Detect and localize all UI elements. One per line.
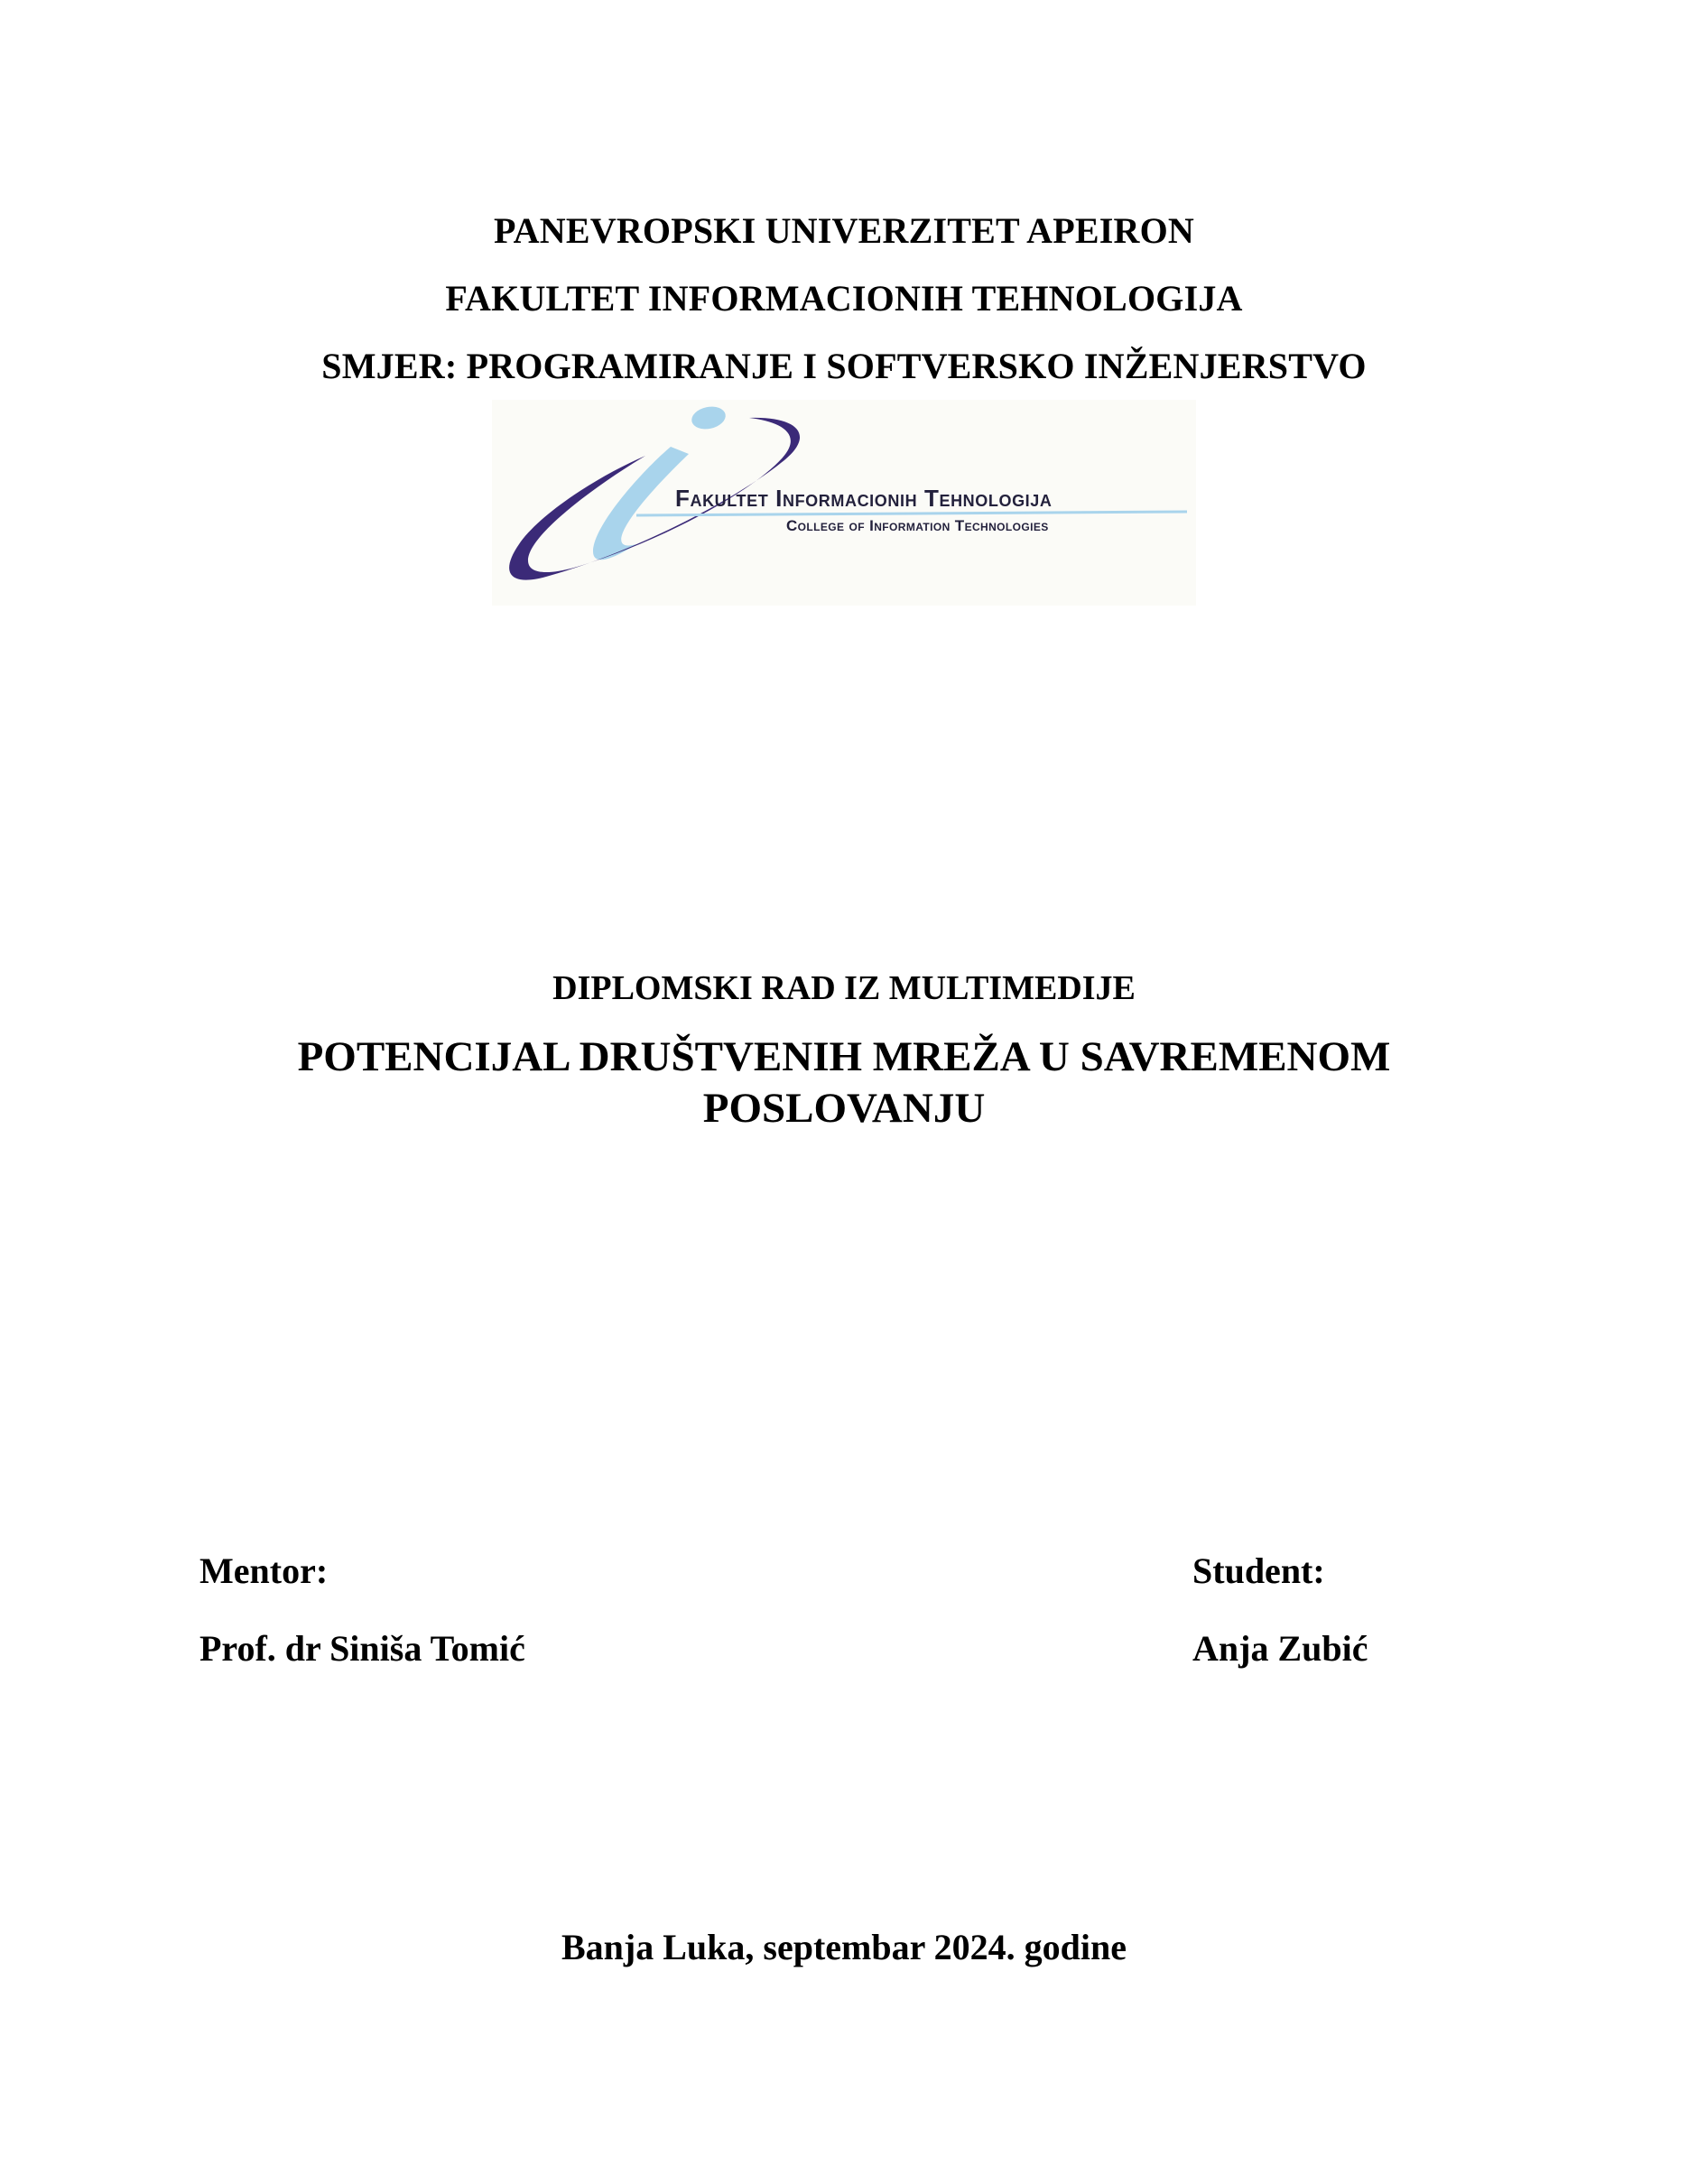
study-program: SMJER: PROGRAMIRANJE I SOFTVERSKO INŽENJERSTVO [321,346,1367,386]
thesis-title: POTENCIJAL DRUŠTVENIH MREŽA U SAVREMENOM POSLOVANJU [297,1033,1391,1132]
thesis-type: DIPLOMSKI RAD IZ MULTIMEDIJE [552,969,1136,1007]
logo-text-faculty: Fakultet Informacionih Tehnologija [675,485,1053,512]
mentor-label: Mentor: [199,1550,329,1591]
place-and-date: Banja Luka, septembar 2024. godine [561,1927,1127,1967]
mentor-name: Prof. dr Siniša Tomić [199,1628,525,1669]
student-name: Anja Zubić [1192,1628,1368,1669]
institution-header [0,197,1688,400]
student-label: Student: [1192,1550,1325,1591]
logo-text-college: College of Information Technologies [786,517,1049,534]
university-name: PANEVROPSKI UNIVERZITET APEIRON [494,210,1194,251]
faculty-name: FAKULTET INFORMACIONIH TEHNOLOGIJA [445,278,1243,319]
faculty-logo [492,400,1196,606]
